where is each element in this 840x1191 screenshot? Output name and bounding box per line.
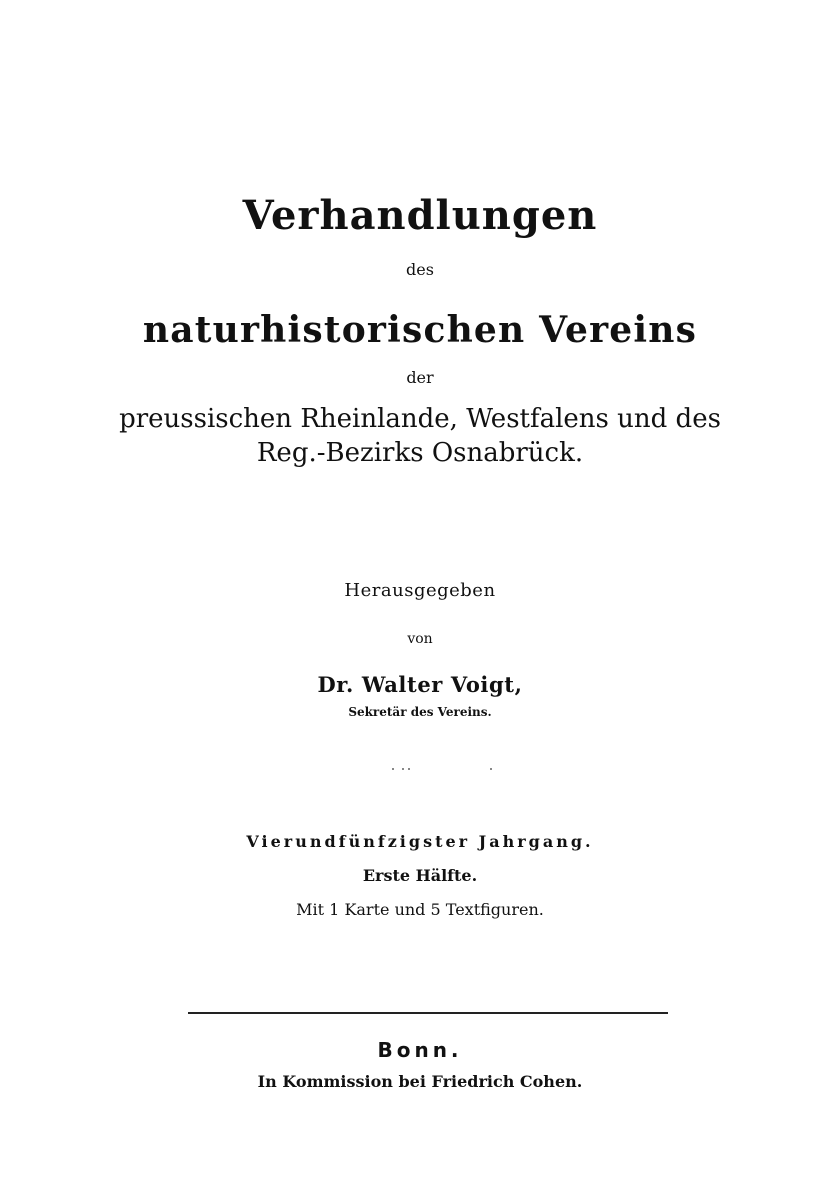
connector-des: des xyxy=(406,260,434,279)
contents-note: Mit 1 Karte und 5 Textfiguren. xyxy=(296,900,544,919)
divider-rule xyxy=(188,1012,668,1014)
editor-role: Sekretär des Vereins. xyxy=(348,705,492,719)
editor-name: Dr. Walter Voigt, xyxy=(317,672,523,697)
volume-number: Vierundfünfzigster Jahrgang. xyxy=(246,832,594,851)
connector-der: der xyxy=(406,368,434,387)
region-line-2: Reg.-Bezirks Osnabrück. xyxy=(256,438,584,468)
print-speckles xyxy=(392,768,502,772)
society-name: naturhistorischen Vereins xyxy=(142,309,698,351)
edited-by: Herausgegeben xyxy=(344,580,496,601)
publication-place: Bonn. xyxy=(377,1038,463,1062)
book-title: Verhandlungen xyxy=(242,192,598,239)
region-line-1: preussischen Rheinlande, Westfalens und des xyxy=(119,404,721,434)
connector-von: von xyxy=(407,631,433,647)
volume-part: Erste Hälfte. xyxy=(362,866,478,885)
publisher-line: In Kommission bei Friedrich Cohen. xyxy=(257,1072,583,1091)
